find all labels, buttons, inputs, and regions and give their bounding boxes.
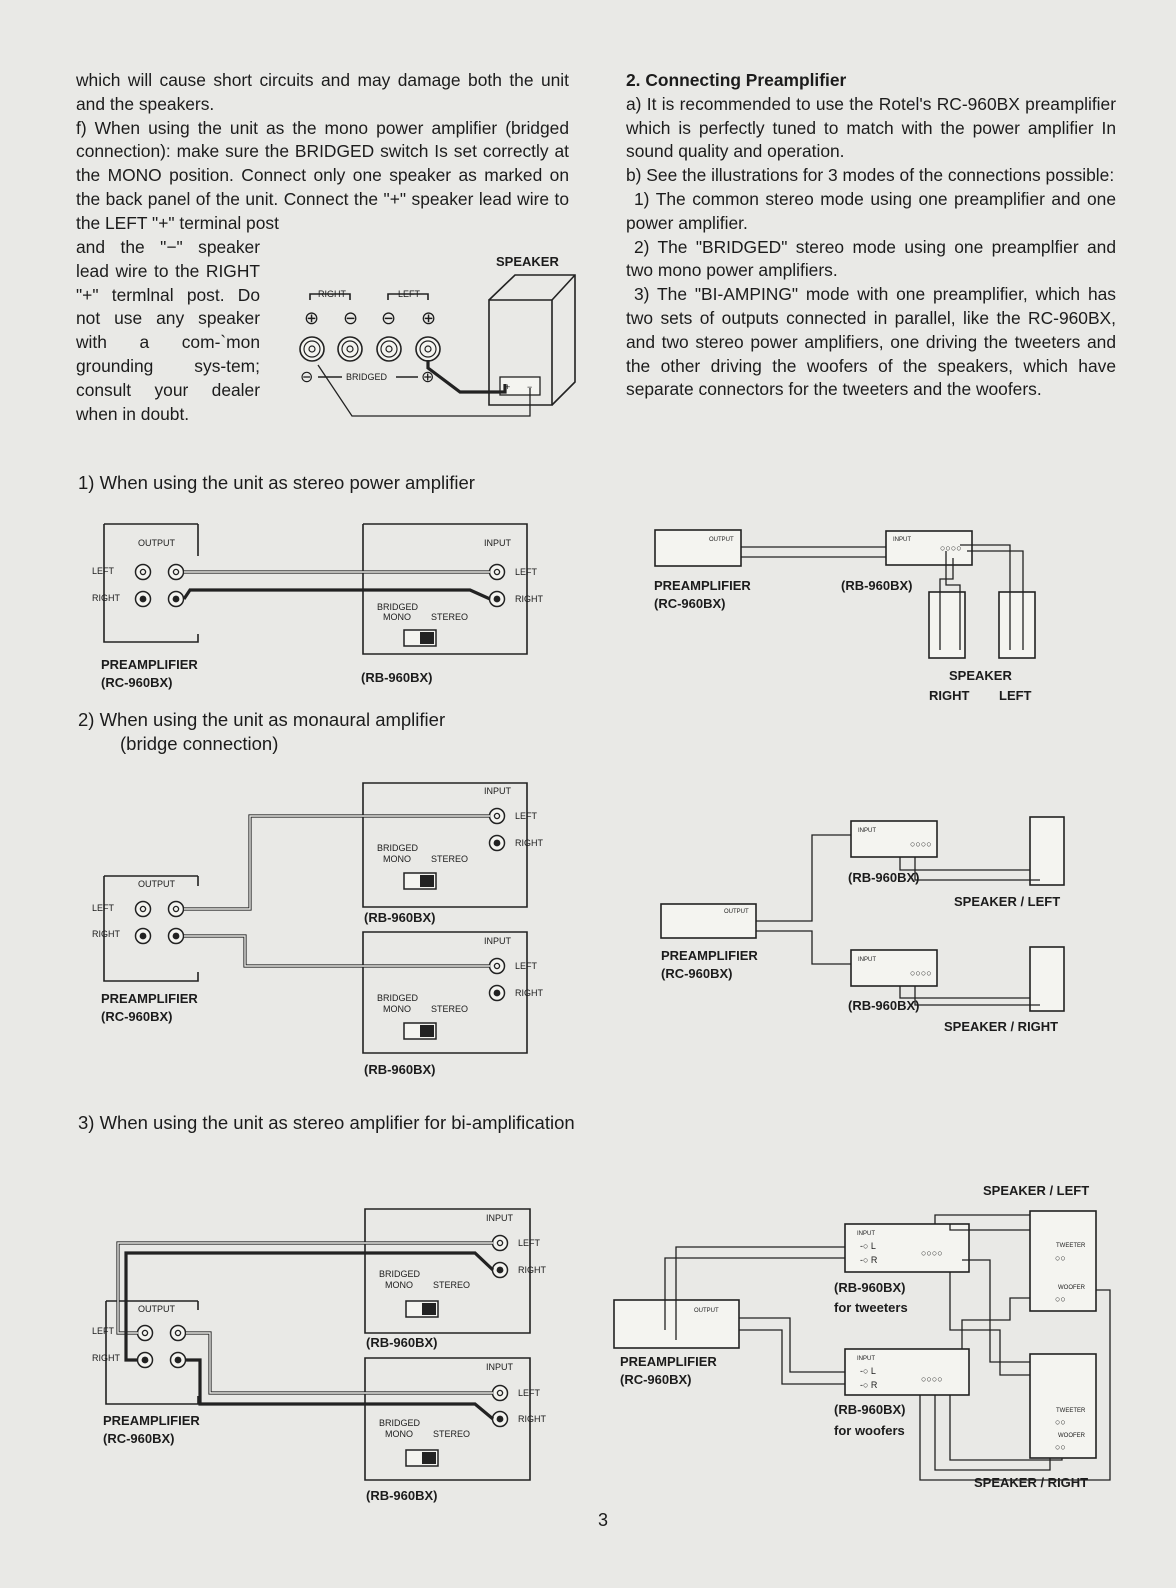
svg-text:OUTPUT: OUTPUT [709,537,734,543]
paragraph-b: b) See the illustrations for 3 modes of the connections possible: [626,165,1115,186]
svg-text:INPUT: INPUT [486,1213,513,1223]
svg-text:STEREO: STEREO [431,1004,469,1014]
svg-text:(RB-960BX): (RB-960BX) [361,670,433,685]
svg-text:(RB-960BX): (RB-960BX) [841,578,913,593]
svg-text:○○: ○○ [1055,1253,1066,1263]
block-bridged [661,817,1064,1034]
svg-text:BRIDGED: BRIDGED [379,1269,421,1279]
heading-biamp-mode: 3) When using the unit as stereo amplifier for bi-amplification [78,1112,575,1133]
svg-text:INPUT: INPUT [857,1356,875,1362]
svg-text:RIGHT: RIGHT [515,838,543,848]
svg-text:MONO: MONO [383,854,411,864]
terminal-right-plus [300,337,324,361]
svg-text:RIGHT: RIGHT [518,1414,546,1424]
svg-text:○○○○: ○○○○ [910,968,932,978]
svg-text:PREAMPLIFIER: PREAMPLIFIER [620,1354,717,1369]
left-terminal-label: LEFT [398,289,421,299]
svg-text:+: + [505,382,511,392]
svg-text:(RB-960BX): (RB-960BX) [366,1488,438,1503]
svg-text:BRIDGED: BRIDGED [377,993,419,1003]
svg-text:WOOFER: WOOFER [1058,1433,1085,1439]
svg-text:-○ L: -○ L [860,1241,876,1251]
svg-text:PREAMPLIFIER: PREAMPLIFIER [101,991,198,1006]
right-terminal-label: RIGHT [318,289,346,299]
svg-text:RIGHT: RIGHT [518,1265,546,1275]
svg-text:(RB-960BX): (RB-960BX) [848,870,920,885]
svg-text:OUTPUT: OUTPUT [138,879,175,889]
svg-text:RIGHT: RIGHT [515,594,543,604]
page-number: 3 [598,1510,609,1530]
mode-1-text: 1) The common stereo mode using one preamplifier and one power amplifier. [626,188,1116,233]
svg-text:INPUT: INPUT [858,828,876,834]
mode-2-text: 2) The "BRIDGED" stereo mode using one preamplfier and two mono power amplifiers. [626,236,1116,281]
svg-text:BRIDGED: BRIDGED [379,1418,421,1428]
svg-text:(RC-960BX): (RC-960BX) [101,1009,173,1024]
svg-text:-○ L: -○ L [860,1366,876,1376]
svg-text:RIGHT: RIGHT [92,593,120,603]
svg-text:for tweeters: for tweeters [834,1300,908,1315]
heading-bridge-connection: (bridge connection) [120,733,279,754]
svg-text:OUTPUT: OUTPUT [724,909,749,915]
svg-text:SPEAKER: SPEAKER [949,668,1012,683]
svg-text:SPEAKER / LEFT: SPEAKER / LEFT [983,1183,1090,1198]
svg-text:OUTPUT: OUTPUT [694,1308,719,1314]
svg-text:○○○○: ○○○○ [921,1374,943,1384]
bridged-label: BRIDGED [346,372,388,382]
svg-text:INPUT: INPUT [486,1362,513,1372]
svg-text:LEFT: LEFT [999,688,1032,703]
svg-text:RIGHT: RIGHT [929,688,970,703]
svg-text:OUTPUT: OUTPUT [138,1304,175,1314]
svg-text:○○○○: ○○○○ [921,1248,943,1258]
svg-text:RIGHT: RIGHT [92,1353,120,1363]
svg-text:(RB-960BX): (RB-960BX) [364,910,436,925]
paragraph-f: f) When using the unit as the mono power amplifier (bridged connection): make sure the BRIDGED switch Is set correctly at the MONO position. Connect only one speaker as marked on the back panel of the unit. Connect the "+" speaker lead wire to the LEFT "+" terminal post [76,117,569,233]
svg-text:○○○○: ○○○○ [940,543,962,553]
svg-text:PREAMPLIFIER: PREAMPLIFIER [661,948,758,963]
svg-text:○○: ○○ [1055,1294,1066,1304]
svg-text:(RC-960BX): (RC-960BX) [661,966,733,981]
heading-monaural-mode: 2) When using the unit as monaural amplifier [78,709,446,730]
svg-text:RIGHT: RIGHT [92,929,120,939]
terminal-right-minus [338,337,362,361]
svg-text:(RC-960BX): (RC-960BX) [103,1431,175,1446]
svg-text:PREAMPLIFIER: PREAMPLIFIER [654,578,751,593]
svg-text:INPUT: INPUT [484,538,511,548]
mode-3-text: 3) The "BI-AMPING" mode with one preamplifier, which has two sets of outputs connected in parallel, like the RC-960BX, and two stereo power amplifiers, one driving the tweeters and the other driving the woofers of the speakers, which have separate connectors for the tweeters and the woofers. [626,284,1116,400]
svg-text:WOOFER: WOOFER [1058,1285,1085,1291]
svg-text:PREAMPLIFIER: PREAMPLIFIER [103,1413,200,1428]
svg-text:(RC-960BX): (RC-960BX) [101,675,173,690]
svg-text:RIGHT: RIGHT [515,988,543,998]
diagram-stereo [92,524,544,690]
svg-text:(RB-960BX): (RB-960BX) [834,1280,906,1295]
svg-text:⊖: ⊖ [300,369,314,386]
svg-text:○○: ○○ [1055,1417,1066,1427]
heading-stereo-mode: 1) When using the unit as stereo power amplifier [78,472,475,493]
svg-text:(RC-960BX): (RC-960BX) [654,596,726,611]
svg-text:MONO: MONO [383,1004,411,1014]
svg-text:LEFT: LEFT [92,903,115,913]
speaker-label: SPEAKER [496,254,559,269]
diagram-biamp [92,1209,547,1503]
svg-text:(RB-960BX): (RB-960BX) [366,1335,438,1350]
svg-text:MONO: MONO [383,612,411,622]
section-heading-preamplifier: 2. Connecting Preamplifier [626,70,847,90]
svg-text:INPUT: INPUT [893,537,911,543]
svg-text:BRIDGED: BRIDGED [377,602,419,612]
svg-text:⊕: ⊕ [304,308,320,328]
paragraph-f-wrap: and the "−" speaker lead wire to the RIGHT "+" termlnal post. Do not use any speaker with a com-`mon grounding sys-tem; consult your dealer when in doubt. [76,237,260,424]
svg-text:STEREO: STEREO [431,854,469,864]
svg-text:INPUT: INPUT [484,786,511,796]
svg-text:MONO: MONO [385,1280,413,1290]
paragraph-a: a) It is recommended to use the Rotel's RC-960BX preamplifier which is perfectly tuned to match with the power amplifier In sound quality and operation. [626,93,1116,162]
svg-text:⊖: ⊖ [343,308,359,328]
paragraph-continuation: which will cause short circuits and may damage both the unit and the speakers. [76,70,569,114]
svg-text:LEFT: LEFT [515,961,538,971]
svg-text:○○: ○○ [1055,1442,1066,1452]
svg-text:LEFT: LEFT [92,1326,115,1336]
svg-text:SPEAKER / LEFT: SPEAKER / LEFT [954,894,1061,909]
svg-text:⊕: ⊕ [421,369,435,386]
svg-text:STEREO: STEREO [433,1429,471,1439]
svg-text:LEFT: LEFT [515,811,538,821]
svg-text:-○ R: -○ R [860,1380,878,1390]
svg-text:(RB-960BX): (RB-960BX) [848,998,920,1013]
svg-text:INPUT: INPUT [484,936,511,946]
svg-text:PREAMPLIFIER: PREAMPLIFIER [101,657,198,672]
svg-text:○○○○: ○○○○ [910,839,932,849]
svg-text:LEFT: LEFT [92,566,115,576]
diagram-bridged [92,783,544,1077]
output-label: OUTPUT [138,538,175,548]
terminal-left-plus [416,337,440,361]
svg-text:MONO: MONO [385,1429,413,1439]
svg-text:LEFT: LEFT [518,1388,541,1398]
svg-text:STEREO: STEREO [433,1280,471,1290]
svg-text:LEFT: LEFT [518,1238,541,1248]
block-stereo [654,530,1035,703]
svg-text:(RC-960BX): (RC-960BX) [620,1372,692,1387]
block-biamp [614,1183,1110,1490]
terminal-left-minus [377,337,401,361]
svg-text:⊖: ⊖ [381,308,397,328]
svg-text:STEREO: STEREO [431,612,469,622]
svg-text:INPUT: INPUT [857,1231,875,1237]
svg-text:(RB-960BX): (RB-960BX) [364,1062,436,1077]
svg-text:BRIDGED: BRIDGED [377,843,419,853]
bridged-speaker-diagram [300,254,575,416]
svg-text:LEFT: LEFT [515,567,538,577]
svg-text:SPEAKER / RIGHT: SPEAKER / RIGHT [944,1019,1059,1034]
svg-text:−: − [527,382,533,392]
svg-text:for woofers: for woofers [834,1423,905,1438]
svg-text:INPUT: INPUT [858,957,876,963]
svg-text:SPEAKER / RIGHT: SPEAKER / RIGHT [974,1475,1089,1490]
svg-text:⊕: ⊕ [421,308,437,328]
svg-text:TWEETER: TWEETER [1056,1408,1086,1414]
svg-text:-○ R: -○ R [860,1255,878,1265]
svg-text:TWEETER: TWEETER [1056,1243,1086,1249]
svg-text:(RB-960BX): (RB-960BX) [834,1402,906,1417]
